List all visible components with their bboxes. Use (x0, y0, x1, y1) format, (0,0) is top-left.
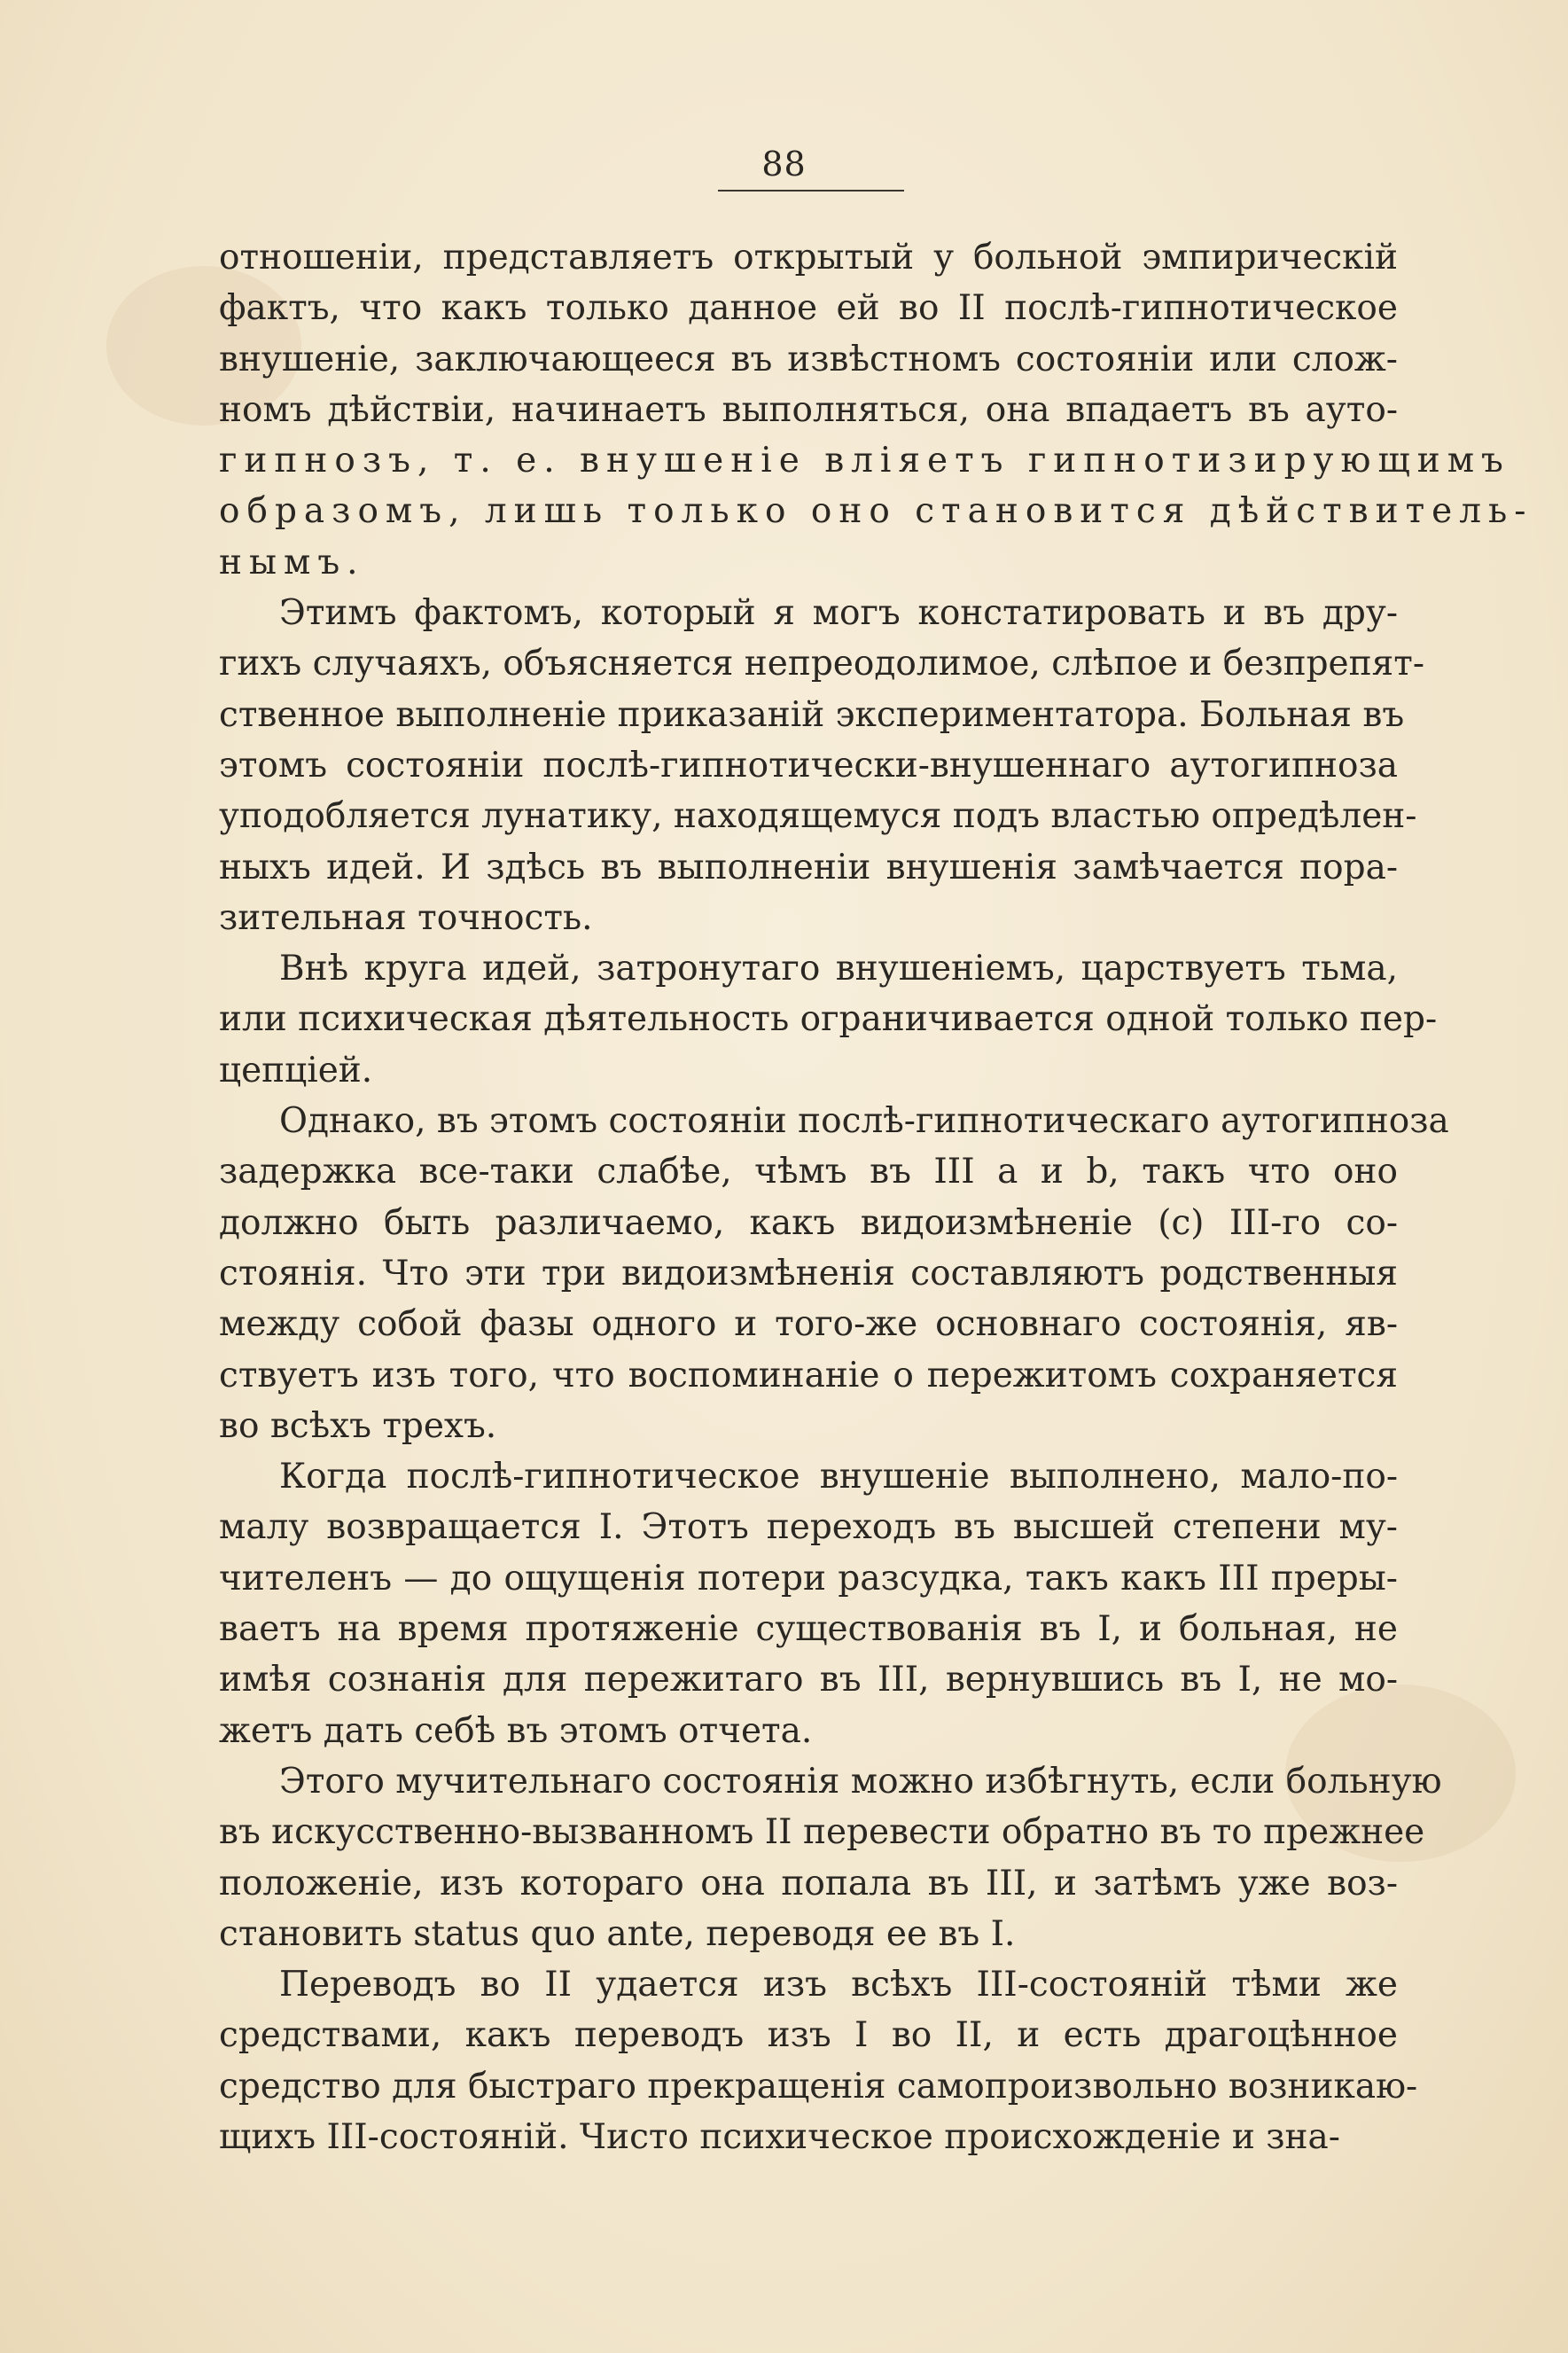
page-number: 88 (761, 145, 807, 184)
text-line: стоянія. Что эти три видоизмѣненія составляютъ родственныя (219, 1253, 1398, 1294)
text-line: средствами, какъ переводъ изъ I во II, и есть драгоцѣнное (219, 2015, 1398, 2056)
text-line: Однако, въ этомъ состояніи послѣ-гипнотическаго аутогипноза (279, 1101, 1449, 1142)
text-line: ваетъ на время протяженіе существованія въ I, и больная, не (219, 1609, 1398, 1650)
text-line: гипнозъ, т. е. внушеніе вліяетъ гипнотизирующимъ (219, 441, 1510, 481)
text-line: ственное выполненіе приказаній экспериментатора. Больная въ (219, 694, 1405, 735)
text-line: Этого мучительнаго состоянія можно избѣгнуть, если больную (279, 1761, 1442, 1802)
text-line: въ искусственно-вызванномъ II перевести обратно въ то прежнее (219, 1812, 1425, 1853)
paragraph (219, 1096, 1449, 1451)
header-rule (718, 190, 904, 192)
text-line: имѣя сознанія для пережитаго въ III, вернувшись въ I, не мо- (219, 1660, 1398, 1700)
text-line: этомъ состояніи послѣ-гипнотически-внушеннаго аутогипноза (219, 745, 1398, 786)
text-line: Переводъ во II удается изъ всѣхъ III-состояній тѣми же (279, 1965, 1398, 2005)
text-line: Когда послѣ-гипнотическое внушеніе выполнено, мало-по- (279, 1457, 1398, 1497)
text-line: зительная точность. (219, 897, 593, 938)
text-line: ствуетъ изъ того, что воспоминаніе о пережитомъ сохраняется (219, 1355, 1398, 1395)
text-line: отношеніи, представляетъ открытый у больной эмпирическій (219, 238, 1398, 278)
paragraph (219, 232, 1533, 588)
text-line: положеніе, изъ котораго она попала въ III, и затѣмъ уже воз- (219, 1863, 1398, 1904)
text-line: фактъ, что какъ только данное ей во II послѣ-гипнотическое (219, 288, 1398, 329)
paragraph (219, 1451, 1398, 1756)
text-line: ныхъ идей. И здѣсь въ выполненіи внушенія замѣчается пора- (219, 847, 1398, 887)
text-line: чителенъ — до ощущенія потери разсудка, такъ какъ III преры- (219, 1558, 1398, 1599)
paragraph (219, 1959, 1418, 2162)
text-line: уподобляется лунатику, находящемуся подъ властью опредѣлен- (219, 796, 1417, 837)
paragraph (219, 943, 1438, 1096)
text-line: становить status quo ante, переводя ее въ I. (219, 1913, 1016, 1954)
body-text (219, 232, 1533, 2162)
text-line: во всѣхъ трехъ. (219, 1405, 497, 1446)
text-line: Внѣ круга идей, затронутаго внушеніемъ, царствуетъ тьма, (279, 949, 1398, 989)
text-line: или психическая дѣятельность ограничивается одной только пер- (219, 999, 1438, 1040)
text-line: задержка все-таки слабѣе, чѣмъ въ III a и b, такъ что оно (219, 1152, 1398, 1192)
text-line: нымъ. (219, 542, 365, 582)
text-line: образомъ, лишь только оно становится дѣйствитель- (219, 491, 1533, 532)
text-line: средство для быстраго прекращенія самопроизвольно возникаю- (219, 2066, 1418, 2107)
text-line: гихъ случаяхъ, объясняется непреодолимое, слѣпое и безпрепят- (219, 644, 1424, 684)
text-line: внушеніе, заключающееся въ извѣстномъ состояніи или слож- (219, 339, 1398, 379)
text-line: Этимъ фактомъ, который я могъ констатировать и въ дру- (279, 593, 1398, 634)
text-line: номъ дѣйствіи, начинаетъ выполняться, она впадаетъ въ ауто- (219, 389, 1398, 430)
paragraph (219, 1756, 1442, 1959)
text-line: щихъ III-состояній. Чисто психическое происхожденіе и зна- (219, 2116, 1340, 2157)
text-line: малу возвращается I. Этотъ переходъ въ высшей степени му- (219, 1507, 1398, 1548)
text-line: цепціей. (219, 1050, 373, 1091)
text-line: жетъ дать себѣ въ этомъ отчета. (219, 1710, 813, 1751)
text-line: должно быть различаемо, какъ видоизмѣненіе (c) III-го со- (219, 1202, 1398, 1243)
text-line: между собой фазы одного и того-же основнаго состоянія, яв- (219, 1304, 1398, 1345)
paragraph (219, 588, 1424, 943)
